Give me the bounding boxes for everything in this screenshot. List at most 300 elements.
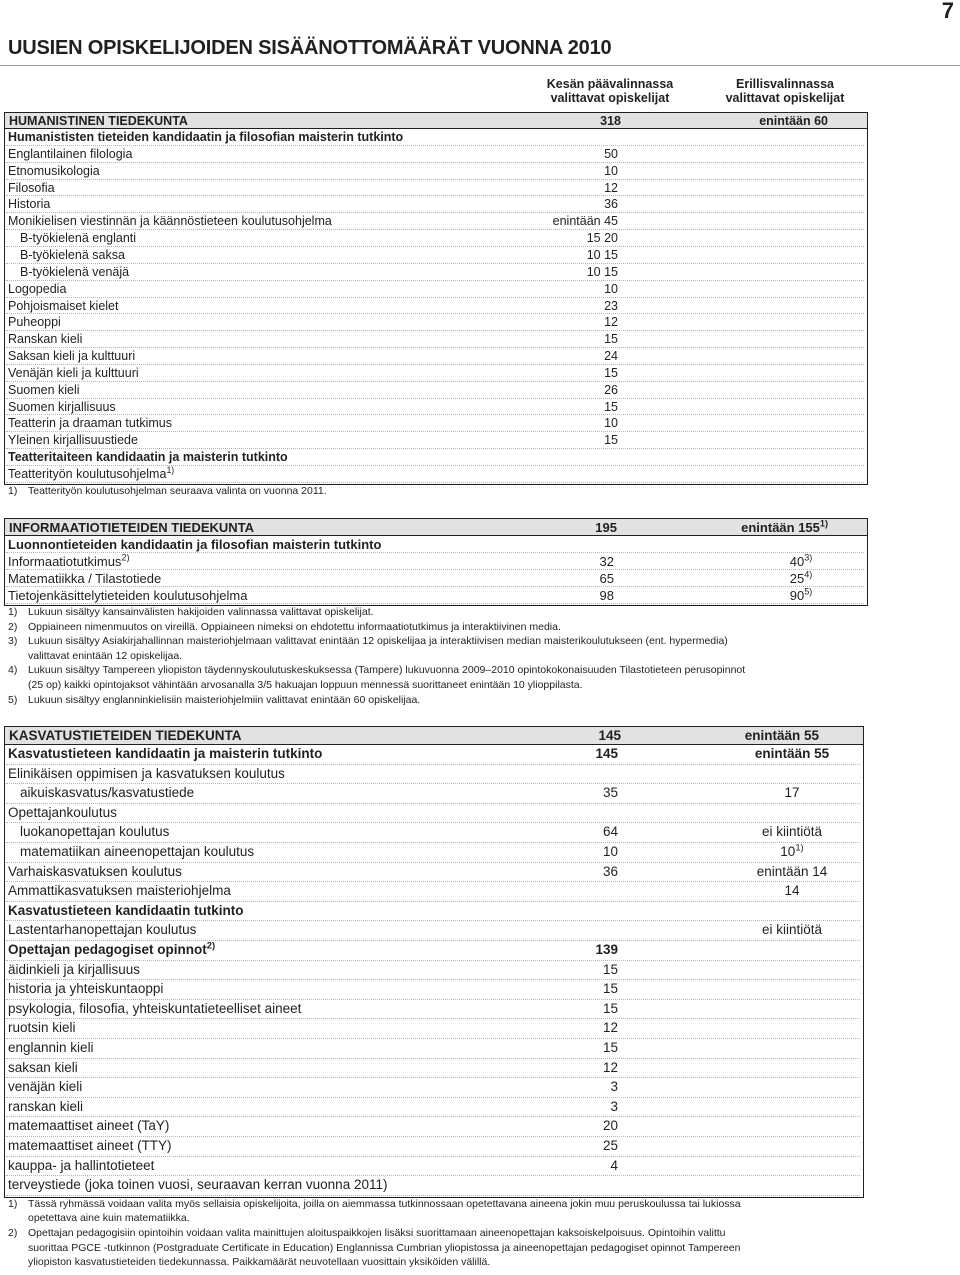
footnote-number: 3) xyxy=(8,635,18,648)
program-label xyxy=(8,315,61,329)
cell-text: Filosofia xyxy=(8,180,55,195)
cell-text: 40 xyxy=(789,554,805,569)
footnote-text: Lukuun sisältyy englanninkielisiin maisteriohjelmiin valittavat enintään 60 opiskelijaa. xyxy=(28,693,421,706)
cell-text: terveystiede (joka toinen vuosi, seuraavan kerran vuonna 2011) xyxy=(8,1177,388,1193)
faculty-total-main xyxy=(600,114,621,128)
row-separator xyxy=(6,960,860,961)
main-selection-value xyxy=(610,1079,618,1094)
cell-text: Suomen kieli xyxy=(8,382,80,397)
row-separator xyxy=(6,1175,860,1176)
footnote xyxy=(8,635,728,649)
cell-text: ruotsin kieli xyxy=(8,1020,76,1036)
cell-text: 10 xyxy=(604,163,618,178)
main-selection-value xyxy=(553,214,618,228)
title-divider xyxy=(0,65,960,66)
row-separator xyxy=(6,920,860,921)
row-separator xyxy=(6,940,860,941)
program-label xyxy=(8,922,196,937)
row-separator xyxy=(6,803,860,804)
footnote-text: (25 op) kaikki opintojaksot vähintään arvosanalla 3/5 hakuajan loppuun mennessä suorittaneet enintään 10 ylioppilasta. xyxy=(28,679,583,691)
cell-text: Englantilainen filologia xyxy=(8,146,133,161)
footnote xyxy=(8,1212,190,1226)
program-label xyxy=(8,883,231,898)
row-separator xyxy=(6,764,860,765)
cell-text: Etnomusikologia xyxy=(8,163,100,178)
program-label xyxy=(8,844,254,859)
cell-text: HUMANISTINEN TIEDEKUNTA xyxy=(9,114,188,128)
faculty-total-separate xyxy=(759,114,828,128)
main-selection-value xyxy=(603,1001,618,1016)
cell-text: 50 xyxy=(604,146,618,161)
separate-selection-value xyxy=(761,571,841,586)
cell-text: 195 xyxy=(595,520,617,535)
cell-text: 139 xyxy=(595,942,618,957)
footnote xyxy=(8,694,420,708)
cell-text: 10 15 xyxy=(586,247,618,262)
row-separator xyxy=(6,586,864,587)
program-label xyxy=(8,265,129,279)
cell-text: Opettajankoulutus xyxy=(8,804,117,820)
program-label xyxy=(8,981,163,996)
program-label xyxy=(8,299,118,313)
degree-heading xyxy=(8,130,403,144)
cell-text: 145 xyxy=(595,746,618,761)
row-separator xyxy=(6,862,860,863)
main-selection-value xyxy=(587,248,618,262)
main-selection-value xyxy=(610,1099,618,1114)
cell-text: 15 xyxy=(602,1040,618,1055)
row-separator xyxy=(6,603,864,604)
row-separator xyxy=(6,347,864,348)
cell-text: luokanopettajan koulutus xyxy=(20,824,170,840)
cell-text: Matematiikka / Tilastotiede xyxy=(8,571,162,586)
footnote-number: 2) xyxy=(8,620,18,633)
faculty-total-main xyxy=(595,520,617,535)
program-label xyxy=(8,214,332,228)
separate-selection-value xyxy=(761,588,841,603)
cell-text: 35 xyxy=(602,785,618,801)
program-label xyxy=(8,416,172,430)
cell-text: 15 20 xyxy=(586,231,618,246)
cell-text: 15 xyxy=(602,961,618,977)
main-selection-value xyxy=(604,299,618,313)
separate-selection-value xyxy=(761,554,841,569)
page-title: UUSIEN OPISKELIJOIDEN SISÄÄNOTTOMÄÄRÄT VUONNA 2010 xyxy=(8,37,612,59)
cell-text: 15 xyxy=(604,399,618,414)
cell-text: Saksan kieli ja kulttuuri xyxy=(8,349,136,364)
footnote-number: 4) xyxy=(8,664,18,677)
faculty-header-row xyxy=(4,112,868,129)
degree-heading xyxy=(8,903,244,918)
main-selection-value xyxy=(595,942,618,957)
row-separator xyxy=(6,179,864,180)
program-label xyxy=(8,1118,169,1133)
footnote-text: Tässä ryhmässä voidaan valita myös sellaisia opiskelijoita, joilla on aiemmassa tutkinnossaan opetettavana aineena jokin muu peruskoulussa tai lukiossa xyxy=(28,1197,741,1210)
row-separator xyxy=(6,1116,860,1117)
row-separator xyxy=(6,297,864,298)
program-label xyxy=(8,282,66,296)
footnote-marker: 4) xyxy=(804,569,813,580)
footnote-marker: 1) xyxy=(795,842,804,854)
footnote-text: valittavat enintään 12 opiskelijaa. xyxy=(28,649,183,662)
program-label xyxy=(8,1020,76,1035)
program-label xyxy=(8,464,175,481)
program-label xyxy=(8,1060,78,1075)
cell-text: enintään 14 xyxy=(756,863,828,879)
row-separator xyxy=(6,313,864,314)
row-separator xyxy=(6,881,860,882)
program-label xyxy=(8,181,55,195)
main-selection-value xyxy=(603,1118,618,1133)
cell-text: historia ja yhteiskuntaoppi xyxy=(8,981,164,997)
cell-text: 4 xyxy=(610,1157,618,1173)
cell-text: 10 xyxy=(604,416,618,431)
row-separator xyxy=(6,1195,860,1196)
footnote xyxy=(8,1242,741,1256)
main-selection-value xyxy=(604,282,618,296)
main-selection-value xyxy=(603,864,618,879)
row-separator xyxy=(6,1077,860,1078)
footnote-number: 2) xyxy=(8,1227,18,1239)
faculty-header-row xyxy=(4,518,868,536)
cell-text: Kasvatustieteen kandidaatin tutkinto xyxy=(8,902,244,918)
cell-text: kauppa- ja hallintotieteet xyxy=(8,1157,155,1173)
cell-text: 32 xyxy=(599,554,614,569)
separate-selection-value xyxy=(752,922,832,937)
cell-text: 25 xyxy=(602,1138,618,1153)
main-selection-value xyxy=(603,962,618,977)
row-separator xyxy=(6,901,860,902)
cell-text: 15 xyxy=(604,332,618,347)
main-selection-value xyxy=(603,1060,618,1075)
cell-text: enintään 55 xyxy=(754,746,830,761)
row-separator xyxy=(6,330,864,331)
footnote-marker: 2) xyxy=(206,940,216,952)
faculty-name xyxy=(9,728,242,743)
program-label xyxy=(8,349,135,363)
row-separator xyxy=(6,1156,860,1157)
footnote-marker: 1) xyxy=(166,464,175,475)
cell-text: Luonnontieteiden kandidaatin ja filosofian maisterin tutkinto xyxy=(8,537,382,552)
row-separator xyxy=(6,263,864,264)
program-label xyxy=(8,433,138,447)
row-separator xyxy=(6,1018,860,1019)
faculty-header-row xyxy=(4,726,864,745)
row-separator xyxy=(6,979,860,980)
main-selection-value xyxy=(604,433,618,447)
program-label xyxy=(8,147,132,161)
cell-text: 12 xyxy=(604,180,618,195)
program-label xyxy=(8,824,169,839)
program-label xyxy=(8,1001,301,1016)
main-selection-value xyxy=(603,844,618,859)
row-separator xyxy=(6,381,864,382)
cell-text: ei kiintiötä xyxy=(761,922,823,938)
main-selection-value xyxy=(604,164,618,178)
cell-text: Ammattikasvatuksen maisteriohjelma xyxy=(8,883,231,899)
program-label xyxy=(8,197,50,211)
cell-text: venäjän kieli xyxy=(8,1079,83,1095)
cell-text: 64 xyxy=(602,824,618,840)
row-separator xyxy=(6,552,864,553)
footnote-marker: 5) xyxy=(804,586,813,597)
main-selection-value xyxy=(603,1020,618,1035)
footnote-text: opetettava aine kuin matematiikka. xyxy=(28,1212,190,1225)
main-selection-value xyxy=(587,231,618,245)
main-selection-value xyxy=(587,265,618,279)
cell-text: B-työkielenä venäjä xyxy=(20,264,130,279)
main-selection-value xyxy=(604,400,618,414)
cell-text: enintään 55 xyxy=(744,728,819,743)
cell-text: 24 xyxy=(604,349,618,364)
faculty-name xyxy=(9,520,254,535)
cell-text: Tietojenkäsittelytieteiden koulutusohjelma xyxy=(8,588,248,603)
row-separator xyxy=(6,999,860,1000)
cell-text: Informaatiotutkimus xyxy=(8,554,122,569)
cell-text: 23 xyxy=(604,298,618,313)
cell-text: ranskan kieli xyxy=(8,1098,84,1114)
row-separator xyxy=(6,229,864,230)
footnote-text: Lukuun sisältyy Tampereen yliopiston täydennyskoulutuskeskuksessa (Tampere) lukuvuonna 2009–2010 opintokokonaisuuden Tilastotieteen perusopinnot xyxy=(28,664,746,677)
cell-text: 10 xyxy=(602,844,618,859)
cell-text: INFORMAATIOTIETEIDEN TIEDEKUNTA xyxy=(9,520,255,535)
row-separator xyxy=(6,448,864,449)
cell-text: äidinkieli ja kirjallisuus xyxy=(8,961,141,977)
cell-text: Teatteritaiteen kandidaatin ja maisterin tutkinto xyxy=(8,450,288,465)
faculty-total-main xyxy=(598,728,621,743)
faculty-total-separate xyxy=(745,728,819,743)
row-separator xyxy=(6,842,860,843)
program-label xyxy=(8,1138,172,1153)
program-label xyxy=(8,962,140,977)
row-separator xyxy=(6,162,864,163)
cell-text: KASVATUSTIETEIDEN TIEDEKUNTA xyxy=(9,728,242,743)
cell-text: 17 xyxy=(784,785,800,801)
cell-text: 98 xyxy=(599,588,614,603)
degree-heading xyxy=(8,746,322,761)
program-label xyxy=(8,1099,83,1114)
footnote xyxy=(8,1198,741,1212)
main-selection-value xyxy=(603,1138,618,1153)
cell-text: Ranskan kieli xyxy=(8,332,83,347)
cell-text: 15 xyxy=(604,365,618,380)
cell-text: Monikielisen viestinnän ja käännöstieteen koulutusohjelma xyxy=(8,214,332,229)
cell-text: 145 xyxy=(598,728,621,743)
footnote-text: yliopiston kasvatustieteiden tiedekunnassa. Paikkamäärät neuvotellaan vuosittain yksiköiden välillä. xyxy=(28,1256,491,1269)
cell-text: ei kiintiötä xyxy=(761,824,823,840)
program-label xyxy=(8,400,116,414)
program-label xyxy=(8,1079,82,1094)
cell-text: 3 xyxy=(610,1079,618,1095)
cell-text: Lastentarhanopettajan koulutus xyxy=(8,922,197,938)
cell-text: englannin kieli xyxy=(8,1040,94,1055)
row-separator xyxy=(6,569,864,570)
cell-text: matematiikan aineenopettajan koulutus xyxy=(20,844,255,859)
program-label xyxy=(8,864,182,879)
cell-text: Suomen kirjallisuus xyxy=(8,399,116,414)
cell-text: 12 xyxy=(604,315,618,330)
program-label xyxy=(8,805,117,820)
cell-text: 90 xyxy=(789,588,805,603)
faculty-total-separate xyxy=(741,520,828,535)
program-label xyxy=(8,1040,94,1055)
cell-text: 3 xyxy=(610,1098,618,1114)
main-selection-value xyxy=(603,981,618,996)
cell-text: Varhaiskasvatuksen koulutus xyxy=(8,863,182,879)
cell-text: Teatterityön koulutusohjelma xyxy=(8,467,167,481)
cell-text: saksan kieli xyxy=(8,1059,78,1075)
separate-selection-value xyxy=(752,824,832,839)
cell-text: 36 xyxy=(604,197,618,212)
cell-text: 20 xyxy=(602,1118,618,1134)
footnote xyxy=(8,679,583,693)
program-label xyxy=(8,1177,387,1192)
cell-text: Historia xyxy=(8,197,51,212)
cell-text: 15 xyxy=(602,1000,618,1016)
footnote-number: 1) xyxy=(8,606,18,618)
program-label xyxy=(8,785,194,800)
program-label xyxy=(8,366,139,380)
footnote xyxy=(8,1256,490,1270)
cell-text: 10 xyxy=(604,281,618,296)
cell-text: enintään 155 xyxy=(741,520,820,535)
main-selection-value xyxy=(600,588,614,603)
row-separator xyxy=(6,465,864,466)
main-selection-value xyxy=(603,785,618,800)
degree-heading xyxy=(8,942,215,957)
footnote-marker: 3) xyxy=(804,552,813,563)
cell-text: B-työkielenä englanti xyxy=(20,231,137,246)
footnote xyxy=(8,621,561,635)
row-separator xyxy=(6,822,860,823)
cell-text: aikuiskasvatus/kasvatustiede xyxy=(20,785,195,801)
program-label xyxy=(8,588,247,603)
footnote-marker: 1) xyxy=(819,518,828,529)
cell-text: Venäjän kieli ja kulttuuri xyxy=(8,365,139,380)
footnote xyxy=(8,606,374,620)
cell-text: 318 xyxy=(600,114,621,128)
program-label xyxy=(8,164,100,178)
main-selection-value xyxy=(604,366,618,380)
footnote-text: suorittaa PGCE -tutkinnon (Postgraduate Certificate in Education) Englannissa Cumbrian yliopistossa ja aineenopettajan pedagogiset opinnot Tampereen xyxy=(28,1241,741,1254)
program-label xyxy=(8,383,80,397)
column-header-separate-selection: Erillisvalinnassa valittavat opiskelijat xyxy=(725,77,845,105)
program-label xyxy=(8,1158,154,1173)
cell-text: psykologia, filosofia, yhteiskuntatieteelliset aineet xyxy=(8,1000,302,1016)
faculty-name xyxy=(9,114,188,128)
cell-text: matemaattiset aineet (TTY) xyxy=(8,1138,172,1153)
row-separator xyxy=(6,431,864,432)
cell-text: B-työkielenä saksa xyxy=(20,247,125,262)
cell-text: Yleinen kirjallisuustiede xyxy=(8,433,138,448)
main-selection-value xyxy=(600,554,614,569)
cell-text: 10 xyxy=(780,844,796,859)
cell-text: 26 xyxy=(604,382,618,397)
program-label xyxy=(8,248,125,262)
footnote xyxy=(8,664,745,678)
row-separator xyxy=(6,212,864,213)
degree-heading xyxy=(8,537,381,552)
main-selection-value xyxy=(604,315,618,329)
footnote xyxy=(8,1227,726,1241)
footnote-text: Teatterityön koulutusohjelman seuraava valinta on vuonna 2011. xyxy=(28,484,327,497)
cell-text: Puheoppi xyxy=(8,315,61,330)
cell-text: Elinikäisen oppimisen ja kasvatuksen koulutus xyxy=(8,765,285,781)
main-selection-value xyxy=(604,197,618,211)
program-label xyxy=(8,571,161,586)
row-separator xyxy=(6,414,864,415)
cell-text: Logopedia xyxy=(8,281,67,296)
footnote xyxy=(8,485,327,499)
main-selection-value xyxy=(604,332,618,346)
program-label xyxy=(8,332,82,346)
row-separator xyxy=(6,783,860,784)
separate-selection-value xyxy=(752,844,832,859)
footnote-number: 5) xyxy=(8,693,18,706)
cell-text: Humanististen tieteiden kandidaatin ja filosofian maisterin tutkinto xyxy=(8,130,404,144)
row-separator xyxy=(6,280,864,281)
cell-text: Teatterin ja draaman tutkimus xyxy=(8,416,172,431)
page-number: 7 xyxy=(941,0,954,23)
separate-selection-value xyxy=(752,746,832,761)
program-label xyxy=(8,231,136,245)
cell-text: 14 xyxy=(784,883,800,899)
main-selection-value xyxy=(604,383,618,397)
main-selection-value xyxy=(604,416,618,430)
row-separator xyxy=(6,398,864,399)
cell-text: 15 xyxy=(604,433,618,448)
main-selection-value xyxy=(603,824,618,839)
cell-text: 36 xyxy=(602,863,618,879)
row-separator xyxy=(6,246,864,247)
row-separator xyxy=(6,1136,860,1137)
main-selection-value xyxy=(604,147,618,161)
program-label xyxy=(8,554,130,569)
cell-text: 25 xyxy=(789,571,805,586)
row-separator xyxy=(6,1038,860,1039)
footnote xyxy=(8,650,182,664)
row-separator xyxy=(6,364,864,365)
cell-text: 12 xyxy=(602,1059,618,1075)
degree-heading xyxy=(8,450,288,464)
footnote-text: Oppiaineen nimenmuutos on vireillä. Oppiaineen nimeksi on ehdotettu informaatiotutkimus ja interaktiivinen media. xyxy=(28,620,561,633)
column-header-main-selection: Kesän päävalinnassa valittavat opiskelijat xyxy=(546,77,674,105)
separate-selection-value xyxy=(752,864,832,879)
row-separator xyxy=(6,145,864,146)
main-selection-value xyxy=(600,571,614,586)
cell-text: matemaattiset aineet (TaY) xyxy=(8,1118,170,1134)
cell-text: 10 15 xyxy=(586,264,618,279)
cell-text: 65 xyxy=(599,571,614,586)
cell-text: 15 xyxy=(602,981,618,997)
separate-selection-value xyxy=(752,785,832,800)
main-selection-value xyxy=(604,349,618,363)
main-selection-value xyxy=(610,1158,618,1173)
cell-text: Kasvatustieteen kandidaatin ja maisterin tutkinto xyxy=(8,746,323,761)
footnote-text: Lukuun sisältyy Asiakirjahallinnan maisteriohjelmaan valittavat enintään 12 opiskelijaa ja interaktiivisen median maisterikoulutukseen (ent. hypermedia) xyxy=(28,635,728,648)
main-selection-value xyxy=(595,746,618,761)
cell-text: enintään 45 xyxy=(552,214,618,229)
row-separator xyxy=(6,1058,860,1059)
footnote-marker: 2) xyxy=(121,552,130,563)
program-label xyxy=(8,766,285,781)
footnote-text: Lukuun sisältyy kansainvälisten hakijoiden valinnassa valittavat opiskelijat. xyxy=(28,606,374,618)
footnote-number: 1) xyxy=(8,484,18,497)
row-separator xyxy=(6,482,864,483)
row-separator xyxy=(6,195,864,196)
cell-text: Pohjoismaiset kielet xyxy=(8,298,119,313)
main-selection-value xyxy=(603,1040,618,1055)
